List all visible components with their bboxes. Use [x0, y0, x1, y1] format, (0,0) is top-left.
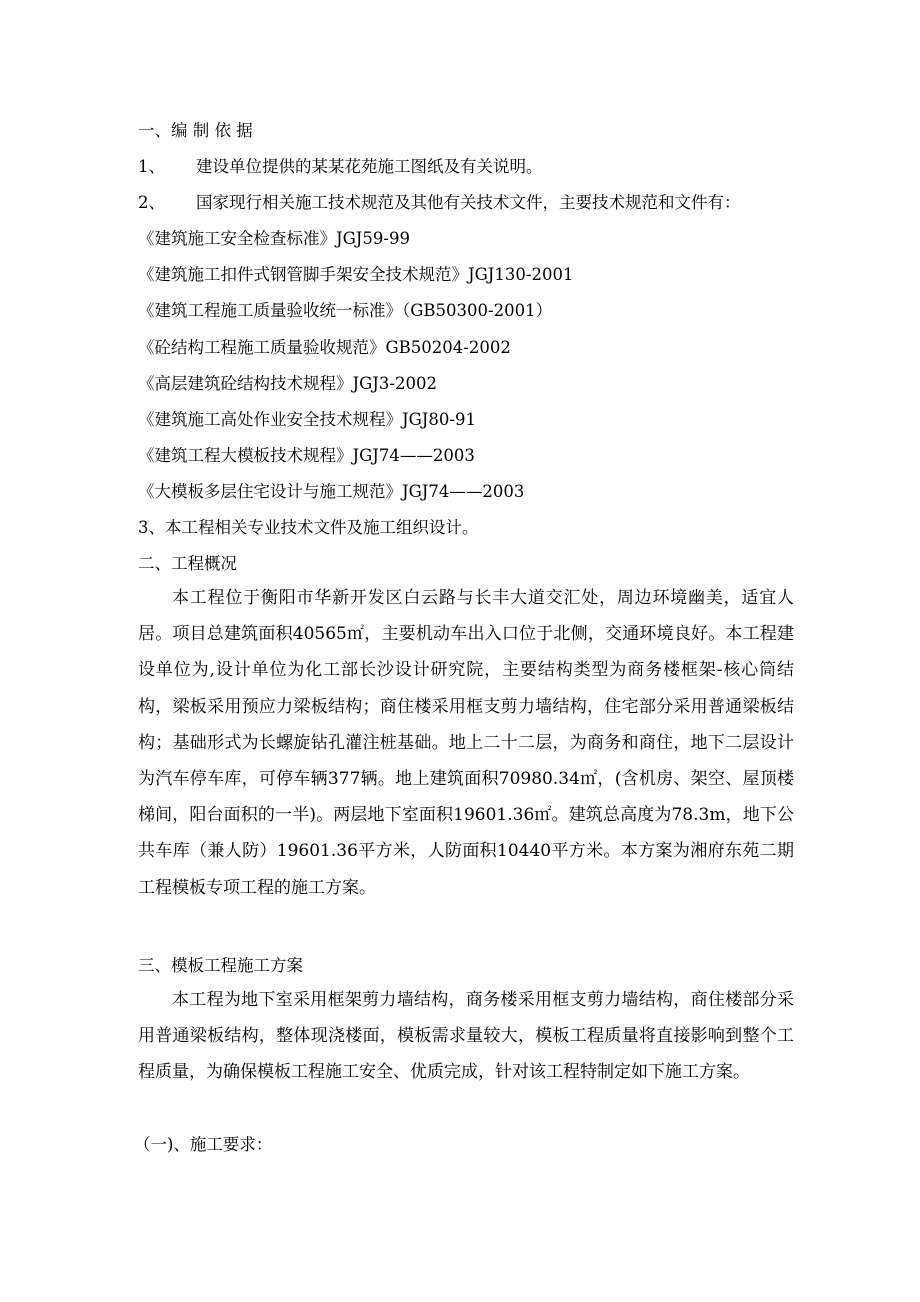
basis-item-1-number: 1、	[138, 157, 165, 176]
construction-requirements-subheading: （一)、施工要求：	[134, 1135, 273, 1154]
standard-item: 《砼结构工程施工质量验收规范》GB50204-2002	[138, 338, 511, 357]
basis-item-2-number: 2、	[138, 193, 165, 212]
project-overview-paragraph: 本工程位于衡阳市华新开发区白云路与长丰大道交汇处，周边环境幽美，适宜人居。项目总建筑面积40565㎡，主要机动车出入口位于北侧，交通环境良好。本工程建设单位为,设计单位为化工部长沙设计研究院，主要结构类型为商务楼框架-核心筒结构，梁板采用预应力梁板结构；商住楼采用框支剪力墙结构，住宅部分采用普通梁板结构；基础形式为长螺旋钻孔灌注桩基础。地上二十二层，为商务和商住，地下二层设计为汽车停车库，可停车辆377辆。地上建筑面积70980.34㎡，(含机房、架空、屋顶楼梯间，阳台面积的一半)。两层地下室面积19601.36㎡。建筑总高度为78.3m，地下公共车库（兼人防）19601.36平方米，人防面积10440平方米。本方案为湘府东苑二期工程模板专项工程的施工方案。	[138, 588, 794, 898]
standard-item: 《建筑工程大模板技术规程》JGJ74——2003	[138, 446, 475, 465]
basis-item-1	[138, 157, 543, 177]
basis-item-2-text: 国家现行相关施工技术规范及其他有关技术文件，主要技术规范和文件有：	[196, 193, 741, 212]
standard-item: 《建筑施工高处作业安全技术规程》JGJ80-91	[138, 410, 476, 429]
basis-item-2	[138, 193, 741, 213]
basis-item-3: 3、本工程相关专业技术文件及施工组织设计。	[138, 518, 479, 537]
standard-item: 《建筑施工扣件式钢管脚手架安全技术规范》JGJ130-2001	[138, 265, 574, 284]
standard-item: 《建筑工程施工质量验收统一标准》（GB50300-2001）	[138, 301, 553, 320]
section-3-heading: 三、模板工程施工方案	[138, 956, 303, 975]
standard-item: 《高层建筑砼结构技术规程》JGJ3-2002	[138, 374, 437, 393]
section-1-heading: 一、编 制 依 据	[138, 121, 253, 140]
formwork-plan-paragraph: 本工程为地下室采用框架剪力墙结构，商务楼采用框支剪力墙结构，商住楼部分采用普通梁板结构，整体现浇楼面，模板需求量较大，模板工程质量将直接影响到整个工程质量，为确保模板工程施工安全、优质完成，针对该工程特制定如下施工方案。	[138, 990, 794, 1083]
section-2-heading: 二、工程概况	[138, 554, 237, 573]
standard-item: 《建筑施工安全检查标准》JGJ59-99	[138, 229, 410, 248]
standard-item: 《大模板多层住宅设计与施工规范》JGJ74——2003	[138, 482, 525, 501]
basis-item-1-text: 建设单位提供的某某花苑施工图纸及有关说明。	[196, 157, 543, 176]
